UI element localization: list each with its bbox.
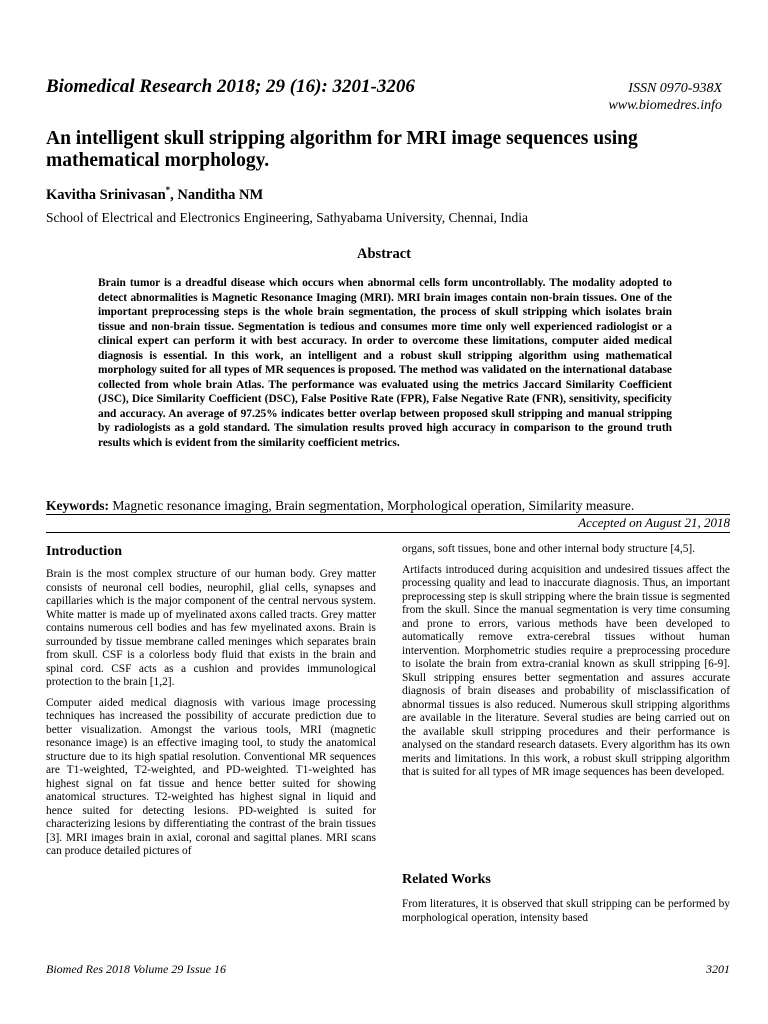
authors [46,185,263,204]
author-rest: , Nanditha NM [170,186,264,203]
paragraph: Brain is the most complex structure of our human body. Grey matter consists of neuronal cell bodies, neurophil, glial cells, synapses and capillaries which is the major component of the central nervous system. White matter is made up of myelinated axons called tracts. Grey matter contains numerous cell bodies and has few myelinated axons. Brain is surrounded by tissue membrane called meninges which separates brain from skull. CSF is a colorless body fluid that exists in the brain and spinal cord. CSF acts as a cushion and provides immunological protection to the brain [1,2]. [46,568,376,688]
related-works-heading: Related Works [402,872,491,887]
issn: ISSN 0970-938X [628,81,722,96]
author-first: Kavitha Srinivasan [46,186,166,203]
footer-journal: Biomed Res 2018 Volume 29 Issue 16 [46,962,226,976]
page-number: 3201 [706,962,730,976]
corresponding-marker: * [165,185,171,195]
left-column [46,568,376,866]
divider [46,532,730,533]
paper-title: An intelligent skull stripping algorithm for MRI image sequences using mathematical morphology. [46,128,638,171]
paragraph: Artifacts introduced during acquisition and undesired tissues affect the processing quality and lead to inaccurate diagnosis. Thus, an important preprocessing step is skull stripping where the brain tissue is segmented from the skull. Since the manual segmentation is very time consuming and prone to errors, various methods have been developed to automatically remove extra-cerebral tissues without human intervention. Morphometric studies require a preprocessing procedure to isolate the brain from extra-cranial known as skull stripping [6-9]. Skull stripping ensures better segmentation and assures accurate diagnosis of brain diseases and probability of misclassification of abnormal tissues is also reduced. Numerous skull stripping algorithms are available in the literature. Several studies are being carried out on the available skull stripping procedures and their performance is analysed on the standard research datasets. Every algorithm has its own merits and limitations. In this work, a robust skull stripping algorithm that is suited for all types of MR image sequences has been developed. [402,563,730,778]
accepted-date: Accepted on August 21, 2018 [578,515,730,530]
keywords-label: Keywords: [46,498,109,513]
introduction-heading: Introduction [46,544,122,559]
paragraph: Computer aided medical diagnosis with various image processing techniques has increased the possibility of accurate prediction due to better visualization. Amongst the various tools, MRI (magnetic resonance image) is an effective imaging tool, to study the anatomical structure due to its high spatial resolution. Conventional MR sequences are T1-weighted, T2-weighted, and PD-weighted. T1-weighted has highest signal on fat tissue and hence better suited for showing anatomical structures. T2-weighted has highest signal in liquid and hence suited for detecting lesions. PD-weighted is suited for characterizing lesions by differentiating the contrast of the brain tissues [3]. MRI images brain in axial, coronal and sagittal planes. MRI scans can produce detailed pictures of [46,696,376,857]
abstract-text: Brain tumor is a dreadful disease which occurs when abnormal cells form uncontrollably. The modality adopted to detect abnormalities is Magnetic Resonance Imaging (MRI). MRI brain images contain non-brain tissues. One of the important preprocessing steps is the whole brain segmentation, the process of skull stripping which isolates brain tissue and non-brain tissue. Segmentation is tedious and consumes more time only well experienced radiologist or a clinical expert can perform it with best accuracy. In order to overcome these limitations, computer aided medical diagnosis is essential. In this work, an intelligent and a robust skull stripping algorithm using mathematical morphology suited for all types of MR sequences is proposed. The method was validated on the international database collected from whole brain Atlas. The performance was evaluated using the metrics Jaccard Similarity Coefficient (JSC), Dice Similarity Coefficient (DSC), False Positive Rate (FPR), False Negative Rate (FNR), sensitivity, specificity and accuracy. An average of 97.25% indicates better overlap between proposed skull stripping and manual stripping by radiologists as a gold standard. The simulation results proved high accuracy in comparison to the ground truth results which is evident from the similarity coefficient metrics. [98,277,672,450]
keywords-text: Magnetic resonance imaging, Brain segmentation, Morphological operation, Similarity measure. [109,498,635,513]
abstract-heading: Abstract [357,246,411,262]
keywords [46,498,634,514]
journal-website[interactable]: www.biomedres.info [608,98,722,113]
right-column [402,543,730,787]
paragraph: organs, soft tissues, bone and other internal body structure [4,5]. [402,543,696,555]
journal-citation: Biomedical Research 2018; 29 (16): 3201-3206 [46,76,415,97]
affiliation: School of Electrical and Electronics Engineering, Sathyabama University, Chennai, India [46,210,528,225]
related-works-text: From literatures, it is observed that skull stripping can be performed by morphological operation, intensity based [402,898,730,924]
